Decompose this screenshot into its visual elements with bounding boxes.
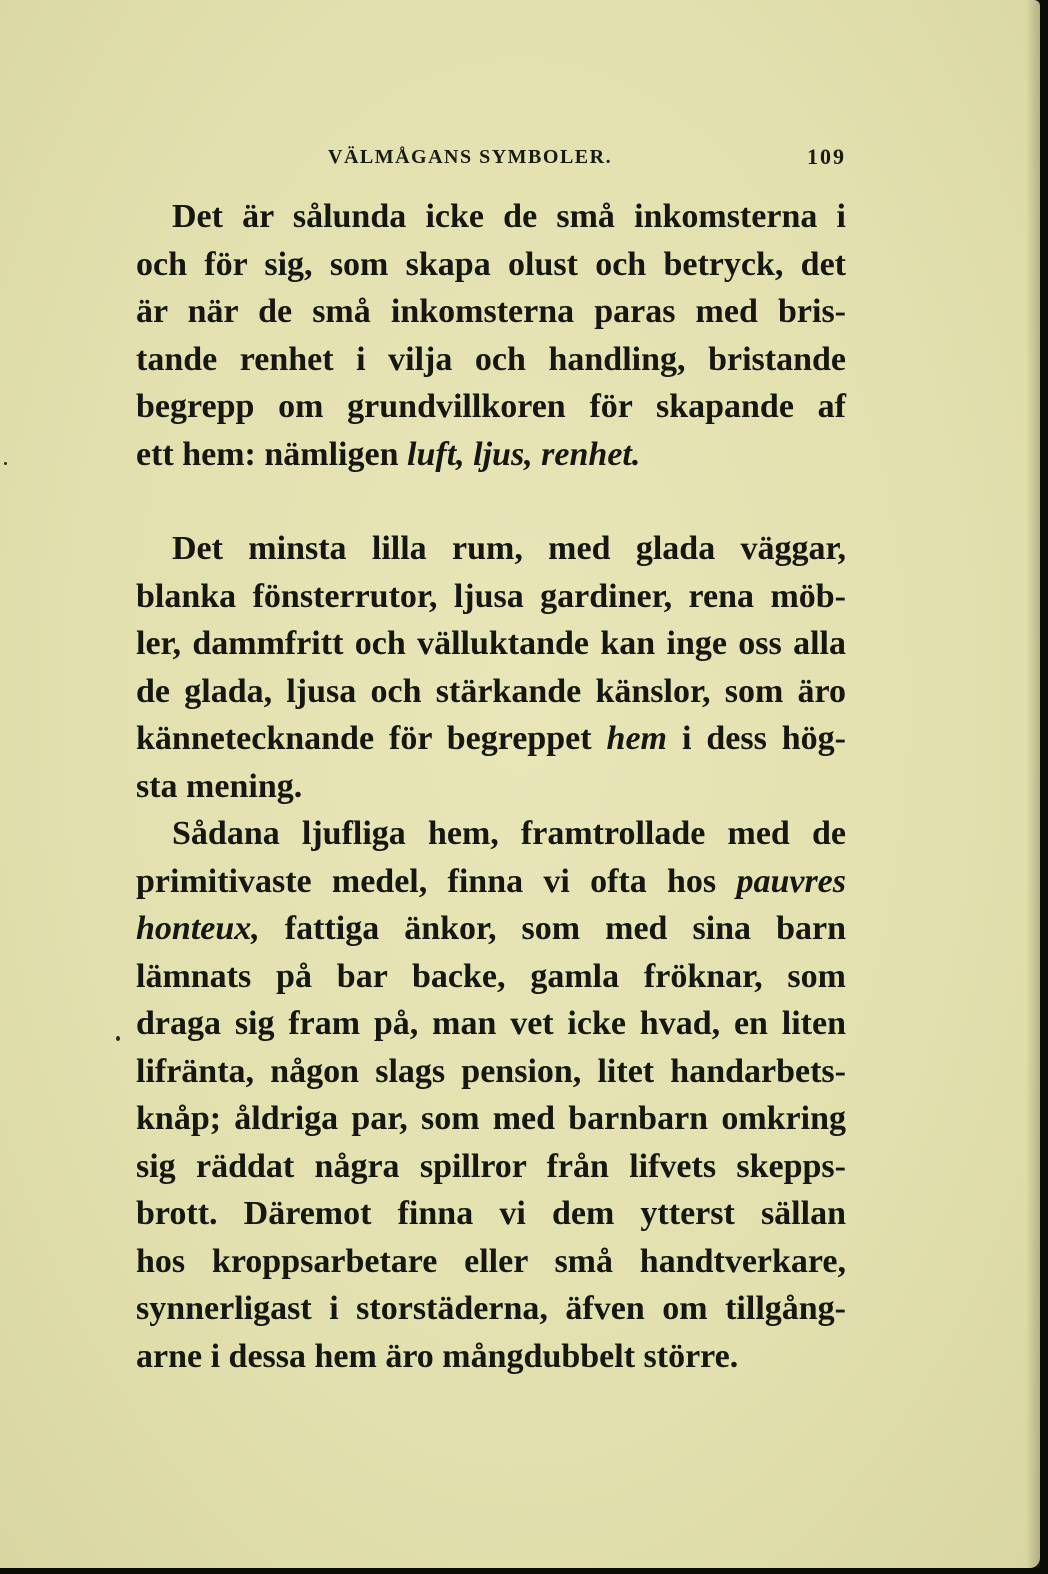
text-line xyxy=(136,1095,846,1143)
text-run: lämnats på bar backe, gamla fröknar, som xyxy=(136,957,846,995)
text-run: Sådana ljufliga hem, framtrollade med de xyxy=(172,815,846,852)
text-run: de glada, ljusa och stärkande känslor, som äro xyxy=(136,672,846,710)
text-run: fattiga änkor, som med sina barn xyxy=(259,910,846,947)
text-run: lifränta, någon slags pension, litet handarbets- xyxy=(136,1052,846,1090)
text-run: blanka fönsterrutor, ljusa gardiner, rena möb- xyxy=(136,577,846,615)
text-line xyxy=(136,763,846,811)
body-text xyxy=(136,193,846,1380)
italic-text: luft, ljus, renhet. xyxy=(407,435,641,473)
text-run: synnerligast i storstäderna, äfven om tillgång- xyxy=(136,1290,846,1327)
text-line xyxy=(136,573,846,621)
italic-text: honteux, xyxy=(136,910,260,947)
text-run: kännetecknande för begreppet xyxy=(136,720,607,757)
paragraph xyxy=(136,525,846,810)
text-line xyxy=(136,288,846,336)
print-speck xyxy=(116,1036,120,1041)
italic-text: pauvres xyxy=(736,862,846,900)
text-run: hos kroppsarbetare eller små handtverkare, xyxy=(136,1242,846,1280)
running-title: VÄLMÅGANS SYMBOLER. xyxy=(328,146,613,168)
text-line xyxy=(136,715,846,763)
text-run: och för sig, som skapa olust och betryck, det xyxy=(136,245,846,283)
text-line xyxy=(136,1000,846,1048)
text-run: sig räddat några spillror från lifvets skepps- xyxy=(136,1147,846,1185)
text-line xyxy=(136,620,846,668)
text-line xyxy=(136,1238,846,1286)
text-line xyxy=(136,1333,846,1381)
text-line xyxy=(136,810,846,858)
text-line xyxy=(136,953,846,1001)
paragraph xyxy=(136,193,846,478)
text-line xyxy=(136,1190,846,1238)
text-line xyxy=(136,383,846,431)
text-line xyxy=(136,905,846,953)
text-line xyxy=(136,1285,846,1333)
text-run: arne i dessa hem äro mångdubbelt större. xyxy=(136,1337,739,1375)
text-line xyxy=(136,1143,846,1191)
page-number: 109 xyxy=(807,144,846,169)
text-run: i dess hög- xyxy=(666,720,847,757)
text-run: begrepp om grundvillkoren för skapande af xyxy=(136,388,846,425)
text-line xyxy=(136,525,846,573)
text-run: brott. Däremot finna vi dem ytterst sällan xyxy=(136,1195,846,1232)
running-head xyxy=(136,140,846,180)
text-line xyxy=(136,241,846,289)
text-line xyxy=(136,858,846,906)
text-run: ett hem: nämligen xyxy=(136,435,408,473)
text-run: ler, dammfritt och välluktande kan inge oss alla xyxy=(136,625,846,662)
paragraph xyxy=(136,810,846,1380)
text-line xyxy=(136,668,846,716)
print-speck xyxy=(4,462,7,465)
text-line xyxy=(136,193,846,241)
text-run: är när de små inkomsterna paras med bris- xyxy=(136,293,846,330)
text-run: sta mening. xyxy=(136,767,303,805)
text-line xyxy=(136,336,846,384)
text-run: Det minsta lilla rum, med glada väggar, xyxy=(172,530,846,567)
italic-text: hem xyxy=(606,720,667,757)
text-line xyxy=(136,431,846,479)
text-run: draga sig fram på, man vet icke hvad, en liten xyxy=(136,1005,846,1042)
text-run: tande renhet i vilja och handling, bristande xyxy=(136,340,846,378)
text-run: primitivaste medel, finna vi ofta hos xyxy=(136,862,737,900)
text-run: knåp; åldriga par, som med barnbarn omkring xyxy=(136,1100,846,1137)
text-run: Det är sålunda icke de små inkomsterna i xyxy=(172,198,846,235)
text-line xyxy=(136,1048,846,1096)
